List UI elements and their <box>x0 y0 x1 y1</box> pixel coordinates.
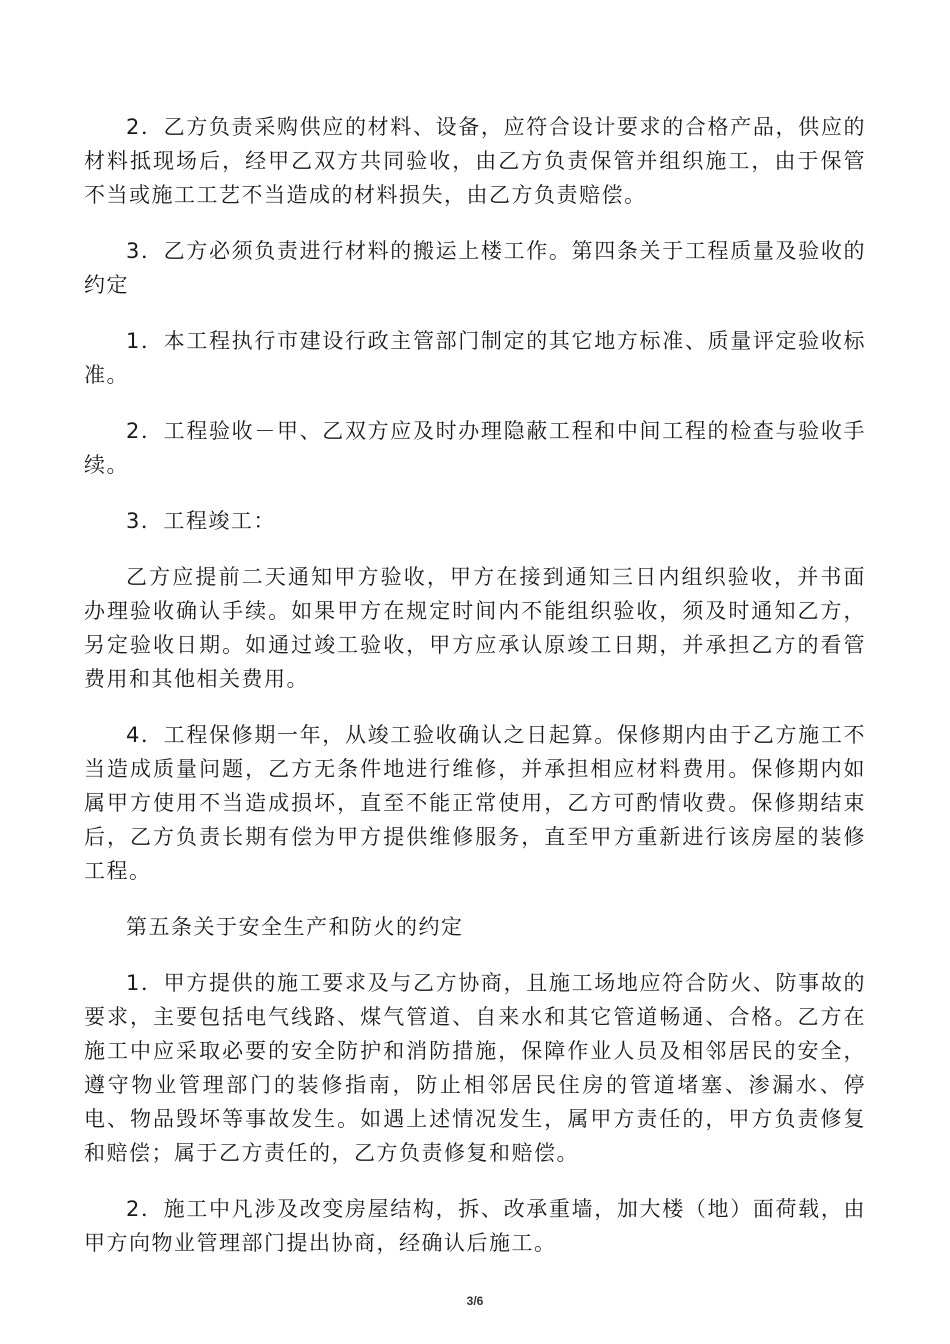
paragraph-structure-changes: 2．施工中凡涉及改变房屋结构，拆、改承重墙，加大楼（地）面荷载，由甲方向物业管理部门提出协商，经确认后施工。 <box>84 1197 866 1255</box>
paragraph-completion-notice: 乙方应提前二天通知甲方验收，甲方在接到通知三日内组织验收，并书面办理验收确认手续。如果甲方在规定时间内不能组织验收，须及时通知乙方，另定验收日期。如通过竣工验收，甲方应承认原竣工日期，并承担乙方的看管费用和其他相关费用。 <box>84 565 866 691</box>
paragraph-safety-requirements: 1．甲方提供的施工要求及与乙方协商，且施工场地应符合防火、防事故的要求，主要包括电气线路、煤气管道、自来水和其它管道畅通、合格。乙方在施工中应采取必要的安全防护和消防措施，保障作业人员及相邻居民的安全，遵守物业管理部门的装修指南，防止相邻居民住房的管道堵塞、渗漏水、停电、物品毁坏等事故发生。如遇上述情况发生，属甲方责任的，甲方负责修复和赔偿；属于乙方责任的，乙方负责修复和赔偿。 <box>84 971 866 1165</box>
paragraph-material-transport: 3．乙方必须负责进行材料的搬运上楼工作。第四条关于工程质量及验收的约定 <box>84 239 866 297</box>
section-heading-safety: 第五条关于安全生产和防火的约定 <box>126 915 464 939</box>
paragraph-material-supply: 2．乙方负责采购供应的材料、设备，应符合设计要求的合格产品，供应的材料抵现场后，经甲乙双方共同验收，由乙方负责保管并组织施工，由于保管不当或施工工艺不当造成的材料损失，由乙方负责赔偿。 <box>84 115 866 207</box>
paragraph-acceptance: 2．工程验收－甲、乙双方应及时办理隐蔽工程和中间工程的检查与验收手续。 <box>84 419 866 477</box>
paragraph-completion-heading: 3．工程竣工： <box>126 509 276 533</box>
paragraph-quality-standard: 1．本工程执行市建设行政主管部门制定的其它地方标准、质量评定验收标准。 <box>84 329 866 387</box>
paragraph-warranty: 4．工程保修期一年，从竣工验收确认之日起算。保修期内由于乙方施工不当造成质量问题，乙方无条件地进行维修，并承担相应材料费用。保修期内如属甲方使用不当造成损坏，直至不能正常使用，乙方可酌情收费。保修期结束后，乙方负责长期有偿为甲方提供维修服务，直至甲方重新进行该房屋的装修工程。 <box>84 723 866 883</box>
document-body <box>84 110 866 1282</box>
page-number: 3/6 <box>466 1294 484 1308</box>
